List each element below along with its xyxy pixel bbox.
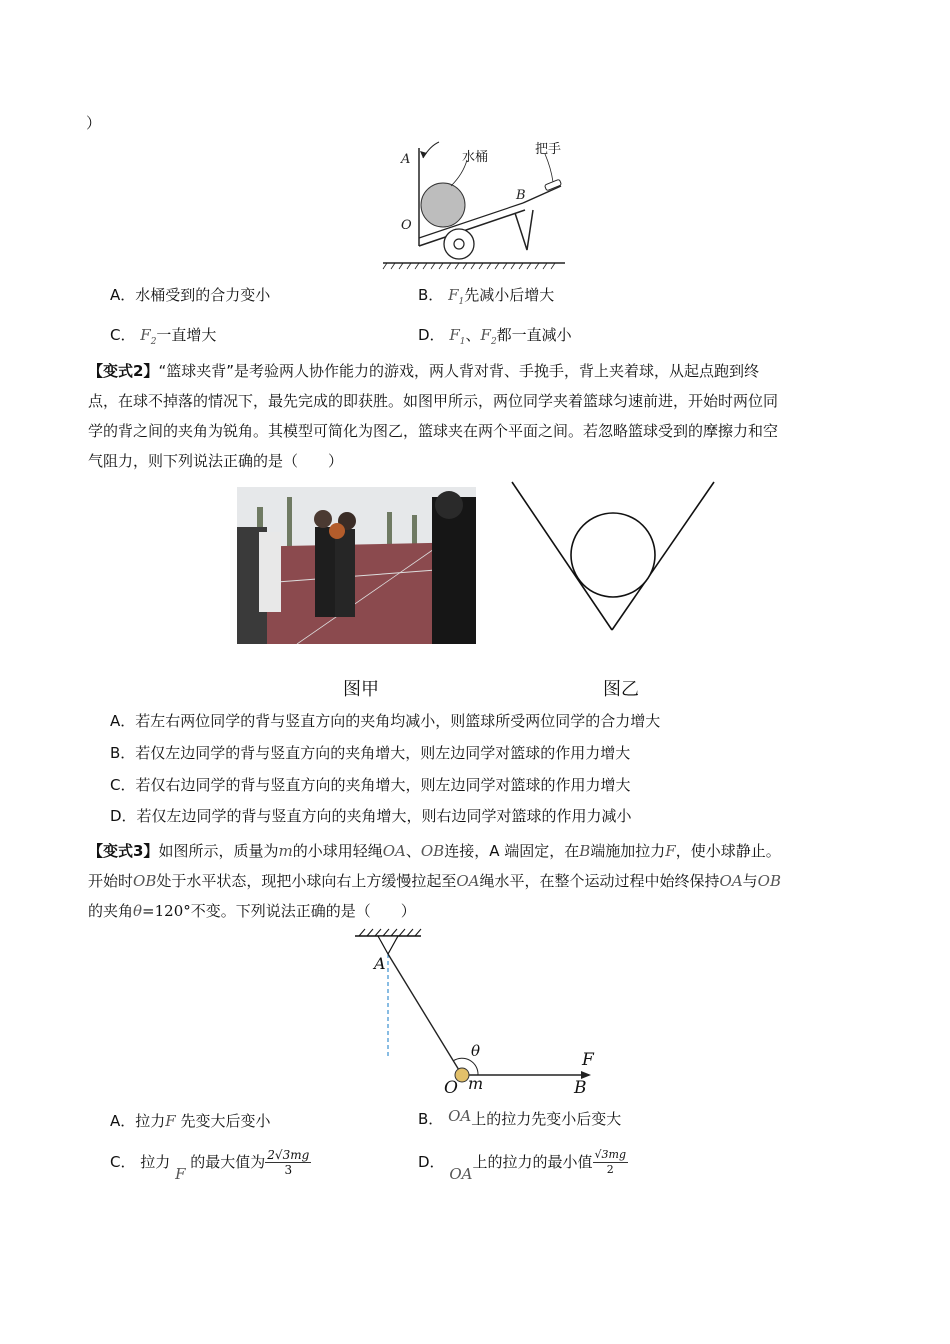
var-f: F (449, 326, 460, 344)
q3-text: 处于水平状态，现把小球向右上方缓慢拉起至 (156, 872, 457, 890)
q3-option-a[interactable] (110, 1110, 271, 1132)
q2-stem (88, 356, 868, 476)
fig3-label-o: O (444, 1078, 458, 1098)
q3-text: 的小球用轻绳 (292, 842, 383, 860)
fig3-label-b: B (574, 1078, 587, 1098)
var-sub: 1 (459, 337, 466, 347)
option-text: 先变大后变小 (180, 1112, 271, 1130)
option-key: C． (110, 1153, 136, 1171)
var-b: B (579, 842, 591, 860)
fig1-label-b: B (516, 188, 526, 203)
q3-text: 不变。下列说法正确的是（ ） (190, 902, 416, 920)
q1-option-a[interactable] (110, 284, 270, 306)
caption-figure-b: 图乙 (603, 679, 639, 700)
q3-option-c[interactable] (110, 1148, 311, 1183)
q3-option-d[interactable] (418, 1148, 628, 1183)
v-ball-diagram (508, 478, 718, 634)
continued-paren: ） (86, 114, 102, 132)
q2-line3: 学的背之间的夹角为锐角。其模型可简化为图乙，篮球夹在两个平面之间。若忽略篮球受到的摩擦力和空 (88, 422, 779, 440)
q2-line2: 点，在球不掉落的情况下，最先完成的即获胜。如图甲所示，两位同学夹着篮球匀速前进，开始时两位同 (88, 392, 779, 410)
q2-line1: “篮球夹背”是考验两人协作能力的游戏，两人背对背、手挽手，背上夹着球，从起点跑到终 (158, 362, 759, 380)
var-f: F (480, 326, 491, 344)
separator: 、 (465, 326, 481, 344)
separator: 、 (405, 842, 421, 860)
q2-option-c[interactable]: C．若仅右边同学的背与竖直方向的夹角增大，则左边同学对篮球的作用力增大 (110, 776, 631, 794)
var-f: F (140, 326, 151, 344)
q3-tag: 【变式3】 (88, 842, 159, 860)
var-oa: OA (382, 842, 406, 860)
var-oa: OA (456, 872, 480, 890)
option-text: 先减小后增大 (464, 286, 555, 304)
fraction-numerator: 2√3mg (267, 1148, 310, 1162)
q2-option-d[interactable]: D．若仅左边同学的背与竖直方向的夹角增大，则右边同学对篮球的作用力减小 (110, 807, 632, 825)
option-key: C． (110, 326, 136, 344)
fig1-label-handle: 把手 (535, 142, 562, 157)
option-key: D． (418, 326, 445, 344)
var-ob: OB (133, 872, 157, 890)
fig1-label-o: O (401, 218, 412, 233)
var-ob: OB (420, 842, 445, 860)
var-f: F (175, 1165, 186, 1183)
q1-option-d[interactable] (418, 324, 572, 353)
fraction-min-value (593, 1148, 628, 1177)
fig3-label-a: A (374, 954, 386, 973)
fraction-denominator: 3 (284, 1163, 293, 1177)
option-text: 上的拉力先变小后变大 (471, 1110, 622, 1128)
q3-text: 绳水平，在整个运动过程中始终保持 (479, 872, 720, 890)
option-key: B． (418, 286, 444, 304)
option-text: 的最大值为 (190, 1153, 266, 1171)
fig3-label-m: m (468, 1074, 484, 1093)
var-f: F (448, 286, 459, 304)
var-sub: 2 (490, 337, 497, 347)
basketball-photo (237, 487, 476, 644)
var-m: m (278, 842, 293, 860)
q1-option-b[interactable] (418, 284, 554, 313)
q2-tag: 【变式2】 (88, 362, 159, 380)
option-key: A． (110, 1112, 136, 1130)
q3-option-b[interactable] (418, 1108, 621, 1130)
var-oa: OA (449, 1165, 473, 1183)
q3-text: 端施加拉力 (590, 842, 666, 860)
option-text: 拉力 (135, 1112, 166, 1130)
var-f: F (665, 842, 676, 860)
q3-text: 如图所示，质量为 (158, 842, 279, 860)
var-theta: θ (133, 902, 143, 920)
option-text: 上的拉力的最小值 (472, 1153, 593, 1171)
fig3-label-f: F (582, 1050, 594, 1070)
fraction-denominator: 2 (606, 1163, 614, 1176)
var-oa: OA (448, 1107, 472, 1125)
option-text: 都一直减小 (496, 326, 572, 344)
var-sub: 1 (458, 297, 465, 307)
q3-text: 的夹角 (88, 902, 134, 920)
fig3-label-theta: θ (471, 1042, 481, 1060)
caption-figure-a: 图甲 (343, 679, 379, 700)
fig1-label-bucket: 水桶 (462, 150, 489, 165)
option-text: 拉力 (140, 1153, 171, 1171)
option-key: D． (418, 1153, 445, 1171)
option-text: 一直增大 (156, 326, 217, 344)
fig1-label-a: A (401, 152, 411, 167)
q3-text: 与 (742, 872, 758, 890)
q3-text: 连接，A 端固定，在 (444, 842, 580, 860)
q3-text: ，使小球静止。 (675, 842, 781, 860)
var-sub: 2 (150, 337, 157, 347)
var-oa: OA (719, 872, 743, 890)
q3-text: 开始时 (88, 872, 134, 890)
var-ob: OB (757, 872, 781, 890)
q3-stem (88, 836, 868, 926)
fraction-max-value (265, 1148, 311, 1177)
option-key: B． (418, 1110, 444, 1128)
fraction-numerator: √3mg (594, 1148, 626, 1161)
angle-value: =120° (142, 902, 191, 920)
option-text: 水桶受到的合力变小 (135, 286, 271, 304)
var-f: F (165, 1112, 176, 1130)
q2-option-a[interactable]: A．若左右两位同学的背与竖直方向的夹角均减小，则篮球所受两位同学的合力增大 (110, 712, 661, 730)
q1-option-c[interactable] (110, 324, 216, 353)
q2-line4: 气阻力，则下列说法正确的是（ ） (88, 452, 344, 470)
option-key: A． (110, 286, 136, 304)
q2-option-b[interactable]: B．若仅左边同学的背与竖直方向的夹角增大，则左边同学对篮球的作用力增大 (110, 744, 631, 762)
